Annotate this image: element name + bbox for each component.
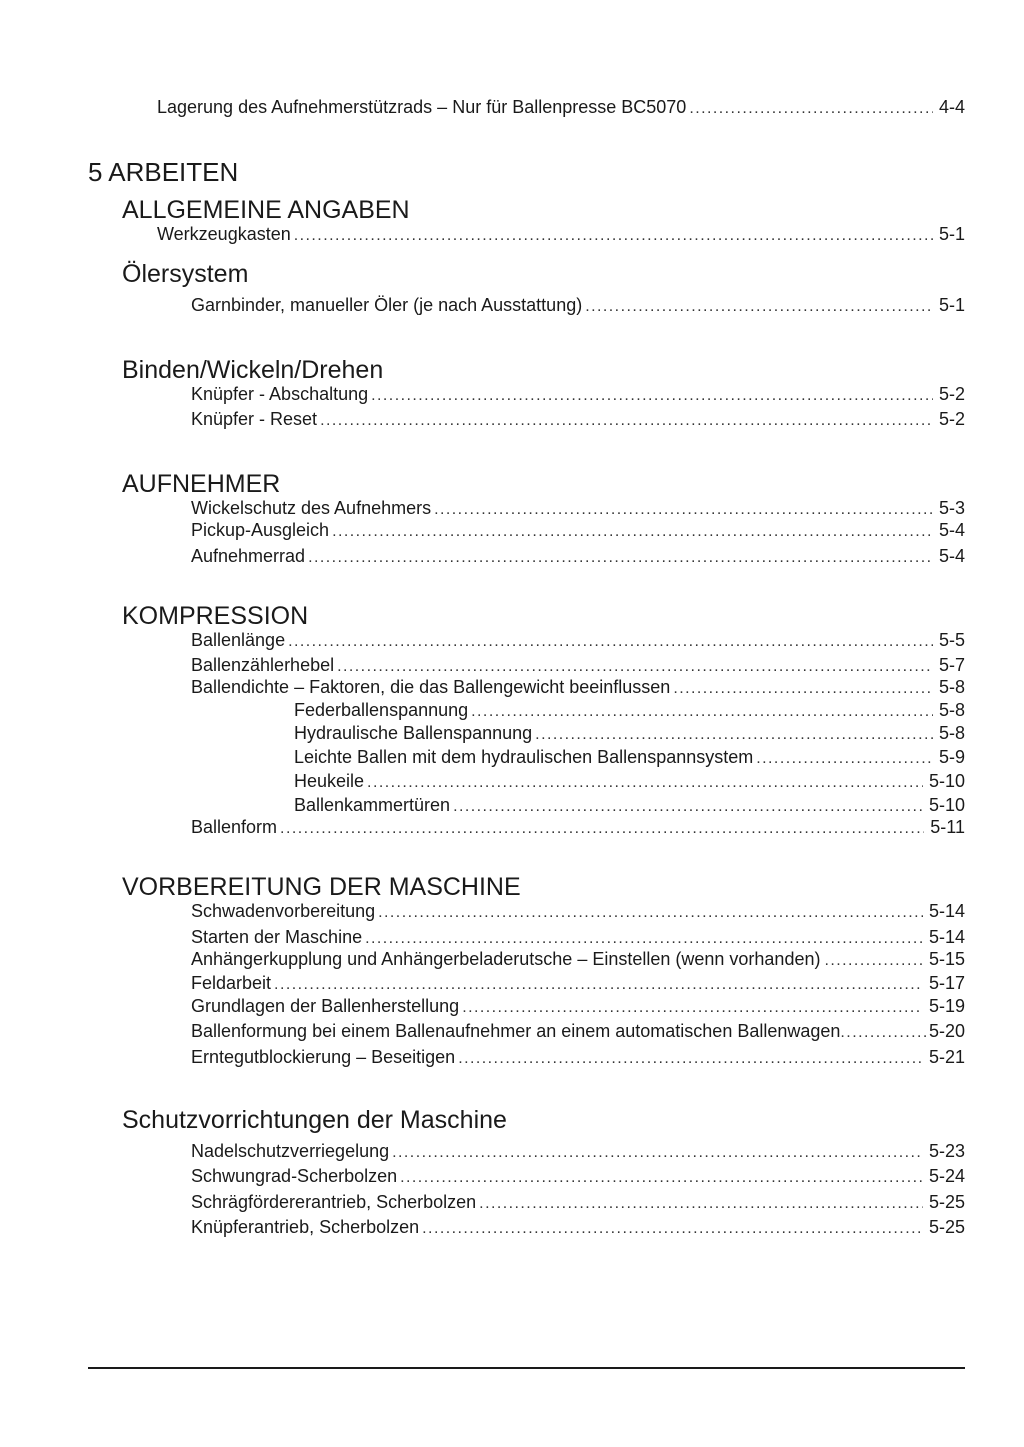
toc-entry[interactable]	[191, 1216, 965, 1240]
toc-entry-title: Nadelschutzverriegelung	[191, 1141, 390, 1161]
toc-entry-title: Ballenlänge	[191, 630, 286, 650]
toc-entry-page: 5-14	[928, 927, 965, 947]
dot-leader	[535, 724, 933, 746]
toc-entry-title: Ballenformung bei einem Ballenaufnehmer an einem automatischen Ballenwagen	[191, 1021, 841, 1041]
dot-leader	[471, 701, 933, 723]
dot-leader	[840, 1022, 929, 1044]
toc-entry-page: 5-1	[938, 224, 965, 244]
toc-entry-title: Leichte Ballen mit dem hydraulischen Ballenspannsystem	[294, 747, 754, 767]
toc-entry-title: Knüpferantrieb, Scherbolzen	[191, 1217, 420, 1237]
toc-entry[interactable]	[191, 629, 965, 653]
toc-entry-title: Erntegutblockierung – Beseitigen	[191, 1047, 456, 1067]
toc-entry[interactable]	[191, 1140, 965, 1164]
toc-entry[interactable]	[191, 926, 965, 950]
dot-leader	[288, 631, 933, 653]
toc-entry-page: 5-25	[928, 1217, 965, 1237]
toc-entry-page: 5-2	[938, 409, 965, 429]
toc-entry[interactable]	[191, 545, 965, 569]
dot-leader	[274, 974, 923, 996]
section-heading: KOMPRESSION	[122, 602, 309, 630]
toc-entry-title: Aufnehmerrad	[191, 546, 306, 566]
toc-entry-title: Starten der Maschine	[191, 927, 363, 947]
toc-entry[interactable]	[191, 1165, 965, 1189]
dot-leader	[392, 1142, 923, 1164]
dot-leader	[365, 928, 923, 950]
toc-entry[interactable]	[157, 223, 965, 247]
dot-leader	[320, 410, 933, 432]
dot-leader	[689, 98, 933, 120]
toc-entry-page: 5-3	[938, 498, 965, 518]
toc-entry[interactable]	[191, 972, 965, 996]
toc-entry-title: Knüpfer - Abschaltung	[191, 384, 369, 404]
section-heading: AUFNEHMER	[122, 470, 281, 498]
dot-leader	[585, 296, 933, 318]
toc-entry-title: Lagerung des Aufnehmerstützrads – Nur für Ballenpresse BC5070	[157, 97, 687, 117]
toc-entry-page: 5-8	[938, 677, 965, 697]
toc-entry[interactable]	[294, 722, 965, 746]
toc-entry[interactable]	[191, 995, 965, 1019]
dot-leader	[308, 547, 933, 569]
toc-entry-page: 5-4	[938, 520, 965, 540]
dot-leader	[280, 818, 924, 840]
dot-leader	[378, 902, 923, 924]
toc-entry[interactable]	[191, 497, 965, 521]
dot-leader	[756, 748, 933, 770]
toc-entry-page: 5-14	[928, 901, 965, 921]
dot-leader	[332, 521, 933, 543]
toc-entry[interactable]	[191, 900, 965, 924]
toc-entry[interactable]	[294, 699, 965, 723]
toc-entry-title: Schwungrad-Scherbolzen	[191, 1166, 398, 1186]
toc-entry-page: 5-8	[938, 723, 965, 743]
toc-entry-page: 5-19	[928, 996, 965, 1016]
toc-entry-page: 5-11	[930, 817, 965, 837]
toc-entry-title: Werkzeugkasten	[157, 224, 291, 244]
toc-entry-page: 5-8	[938, 700, 965, 720]
toc-entry[interactable]	[191, 1020, 965, 1044]
toc-entry-title: Federballenspannung	[294, 700, 469, 720]
dot-leader	[371, 385, 933, 407]
toc-entry-page: 5-23	[928, 1141, 965, 1161]
dot-leader	[422, 1218, 923, 1240]
chapter-heading: 5 ARBEITEN	[88, 157, 239, 187]
dot-leader	[400, 1167, 923, 1189]
toc-entry-page: 5-25	[928, 1192, 965, 1212]
toc-entry[interactable]	[191, 654, 965, 678]
dot-leader	[462, 997, 923, 1019]
dot-leader	[673, 678, 933, 700]
toc-entry-title: Hydraulische Ballenspannung	[294, 723, 533, 743]
toc-entry-title: Garnbinder, manueller Öler (je nach Ausstattung)	[191, 295, 583, 315]
toc-entry-title: Knüpfer - Reset	[191, 409, 318, 429]
dot-leader	[294, 225, 933, 247]
toc-entry-page: 5-10	[928, 771, 965, 791]
toc-entry-title: Ballenform	[191, 817, 278, 837]
toc-entry-title: Anhängerkupplung und Anhängerbeladerutsche – Einstellen (wenn vorhanden)	[191, 949, 821, 969]
toc-entry[interactable]	[191, 948, 965, 972]
dot-leader	[367, 772, 923, 794]
toc-entry-page: 5-17	[928, 973, 965, 993]
dot-leader	[453, 796, 923, 818]
toc-entry[interactable]	[191, 383, 965, 407]
toc-entry-page: 5-9	[938, 747, 965, 767]
toc-entry[interactable]	[191, 294, 965, 318]
section-heading: Schutzvorrichtungen der Maschine	[122, 1106, 507, 1134]
toc-entry-page: 5-10	[928, 795, 965, 815]
section-heading: VORBEREITUNG DER MASCHINE	[122, 873, 521, 901]
toc-entry-page: 5-2	[938, 384, 965, 404]
toc-entry[interactable]	[294, 794, 965, 818]
dot-leader	[458, 1048, 923, 1070]
toc-entry-page: 5-24	[928, 1166, 965, 1186]
section-heading: Binden/Wickeln/Drehen	[122, 356, 384, 384]
toc-entry[interactable]	[191, 1046, 965, 1070]
dot-leader	[479, 1193, 923, 1215]
toc-entry-title: Wickelschutz des Aufnehmers	[191, 498, 432, 518]
toc-entry[interactable]	[294, 746, 965, 770]
toc-entry-page: 5-1	[938, 295, 965, 315]
toc-entry[interactable]	[191, 816, 965, 840]
toc-entry[interactable]	[157, 96, 965, 120]
toc-entry-title: Feldarbeit	[191, 973, 272, 993]
footer-rule	[88, 1367, 965, 1369]
toc-entry-page: 5-4	[938, 546, 965, 566]
toc-entry-title: Heukeile	[294, 771, 365, 791]
toc-entry[interactable]	[191, 676, 965, 700]
toc-entry-page: 5-15	[928, 949, 965, 969]
dot-leader	[824, 950, 925, 972]
toc-entry-page: 5-5	[938, 630, 965, 650]
toc-entry-title: Schwadenvorbereitung	[191, 901, 376, 921]
toc-entry-page: 5-21	[928, 1047, 965, 1067]
toc-entry-page: 5-7	[938, 655, 965, 675]
toc-entry-title: Grundlagen der Ballenherstellung	[191, 996, 460, 1016]
toc-entry-title: Ballenkammertüren	[294, 795, 451, 815]
toc-entry-title: Pickup-Ausgleich	[191, 520, 330, 540]
section-heading: ALLGEMEINE ANGABEN	[122, 196, 410, 224]
toc-entry-page: 5-20	[928, 1021, 965, 1041]
toc-entry-title: Ballenzählerhebel	[191, 655, 335, 675]
toc-entry-page: 4-4	[938, 97, 965, 117]
toc-entry-title: Schrägfördererantrieb, Scherbolzen	[191, 1192, 477, 1212]
toc-entry[interactable]	[294, 770, 965, 794]
dot-leader	[434, 499, 933, 521]
toc-entry-title: Ballendichte – Faktoren, die das Ballengewicht beeinflussen	[191, 677, 671, 697]
toc-entry[interactable]	[191, 408, 965, 432]
section-heading: Ölersystem	[122, 260, 249, 288]
toc-entry[interactable]	[191, 1191, 965, 1215]
dot-leader	[337, 656, 933, 678]
toc-entry[interactable]	[191, 519, 965, 543]
